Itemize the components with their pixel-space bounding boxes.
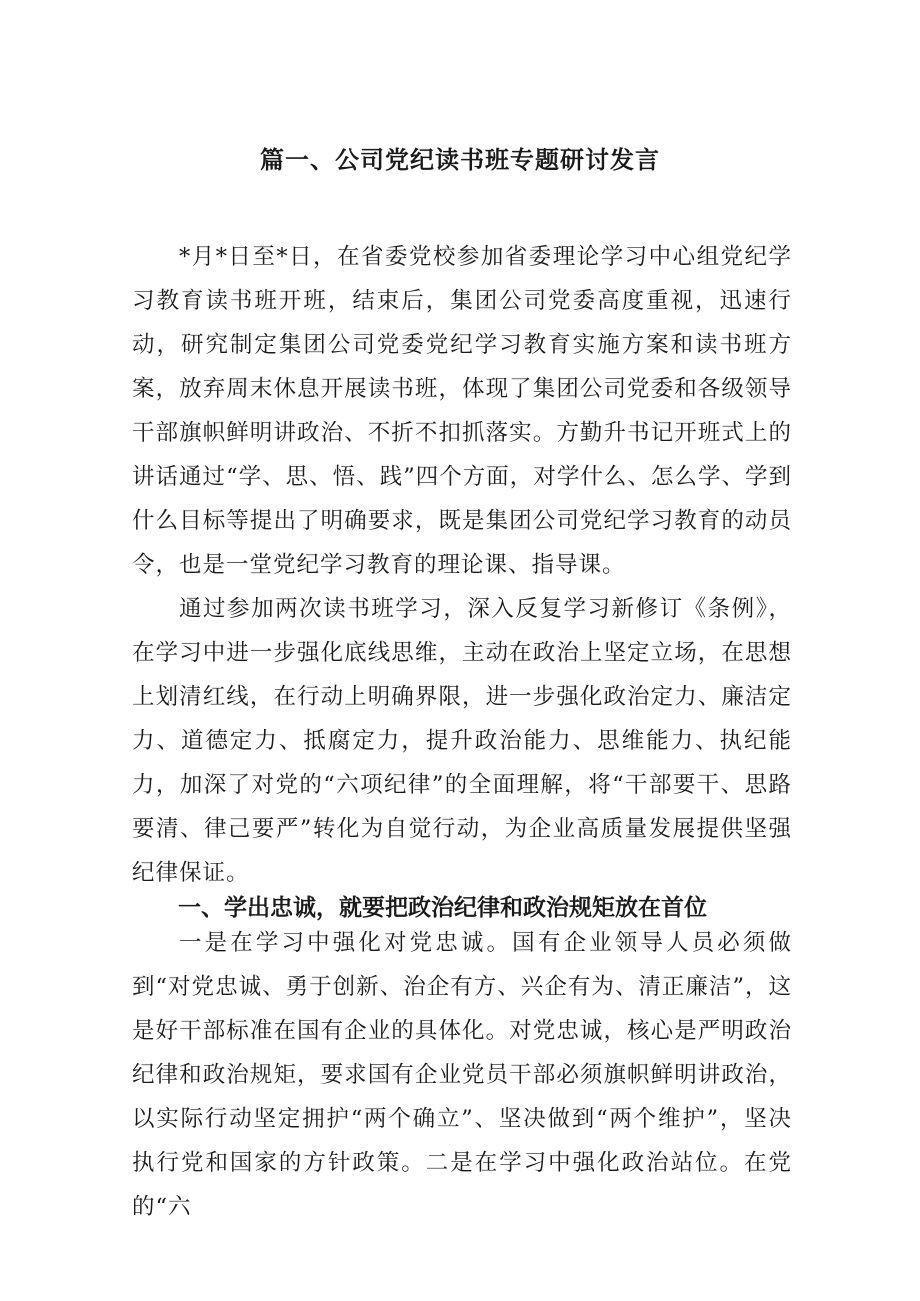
- body-paragraph-2: [132, 587, 792, 895]
- document-title: 篇一、公司党纪读书班专题研讨发言: [260, 146, 660, 174]
- paragraph-text: 通过参加两次读书班学习，深入反复学习新修订《条例》，在学习中进一步强化底线思维，主动在政治上坚定立场，在思想上划清红线，在行动上明确界限，进一步强化政治定力、廉洁定力、道德定力、抵腐定力，提升政治能力、思维能力、执纪能力，加深了对党的“六项纪律”的全面理解，将“干部要干、思路要清、律己要严”转化为自觉行动，为企业高质量发展提供坚强纪律保证。: [132, 596, 792, 886]
- paragraph-text: *月*日至*日，在省委党校参加省委理论学习中心组党纪学习教育读书班开班，结束后，集团公司党委高度重视，迅速行动，研究制定集团公司党委党纪学习教育实施方案和读书班方案，放弃周末休息开展读书班，体现了集团公司党委和各级领导干部旗帜鲜明讲政治、不折不扣抓落实。方勤升书记开班式上的讲话通过“学、思、悟、践”四个方面，对学什么、怎么学、学到什么目标等提出了明确要求，既是集团公司党纪学习教育的动员令，也是一堂党纪学习教育的理论课、指导课。: [132, 244, 792, 578]
- section-heading: 一、学出忠诚，就要把政治纪律和政治规矩放在首位: [178, 895, 707, 921]
- body-paragraph-1: [132, 235, 792, 587]
- paragraph-text: 一是在学习中强化对党忠诚。国有企业领导人员必须做到“对党忠诚、勇于创新、治企有方、兴企有为、清正廉洁”，这是好干部标准在国有企业的具体化。对党忠诚，核心是严明政治纪律和政治规矩，要求国有企业党员干部必须旗帜鲜明讲政治，以实际行动坚定拥护“两个确立”、坚决做到“两个维护”，坚决执行党和国家的方针政策。二是在学习中强化政治站位。在党的“六: [132, 930, 792, 1220]
- section-paragraph: [132, 921, 792, 1229]
